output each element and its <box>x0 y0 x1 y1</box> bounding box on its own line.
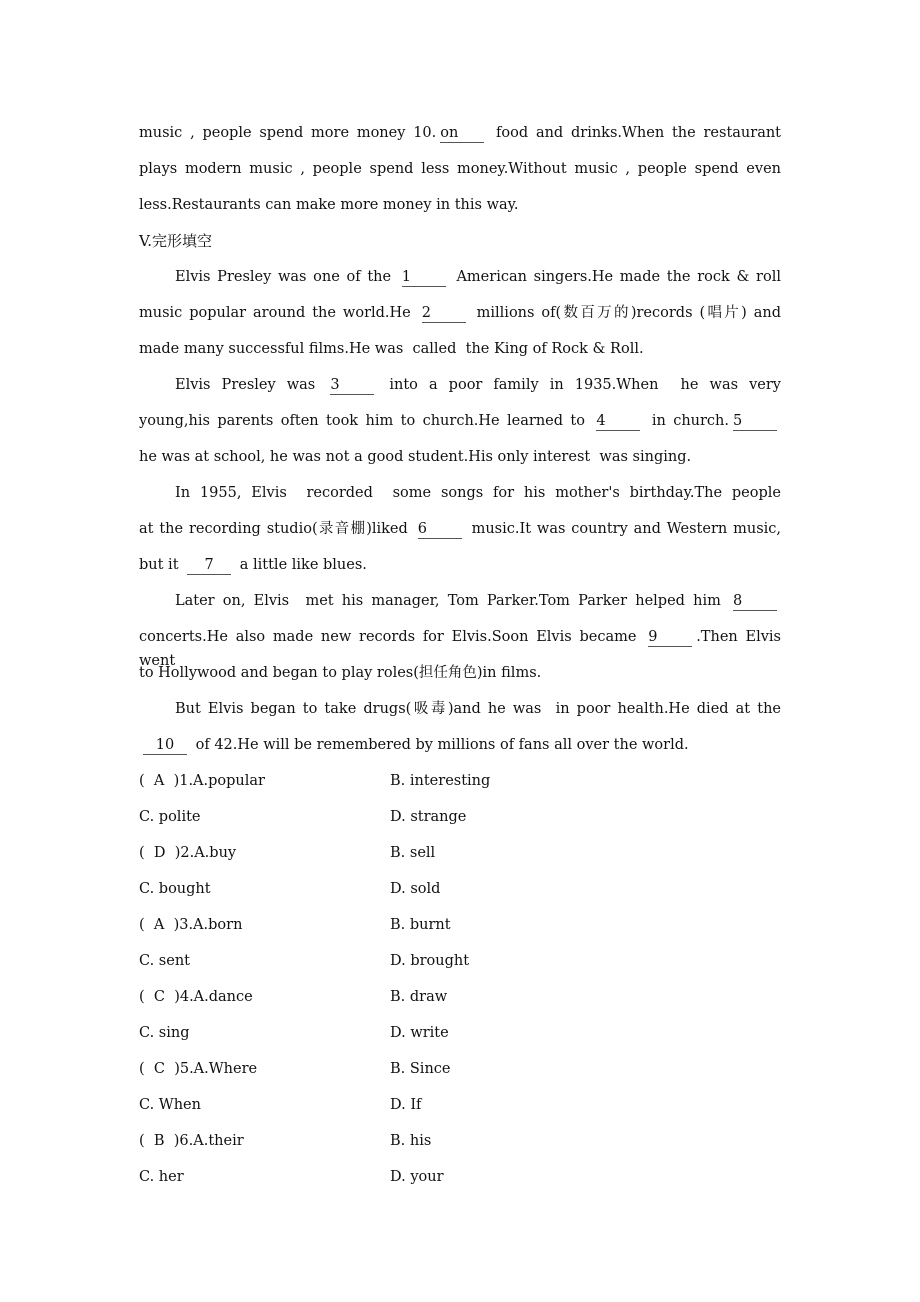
passage-line <box>139 517 781 541</box>
option-right: B. draw <box>390 989 448 1005</box>
passage-text: plays modern music , people spend less money.Without music , people spend even <box>139 161 781 177</box>
answer-blank: 2 <box>422 304 466 323</box>
option-right: B. interesting <box>390 773 491 789</box>
option-left: C. her <box>139 1169 184 1185</box>
option-right: B. Since <box>390 1061 451 1077</box>
option-right: B. burnt <box>390 917 451 933</box>
passage-line <box>139 373 781 397</box>
passage-text: Elvis Presley was <box>175 377 327 393</box>
option-left: C. When <box>139 1097 201 1113</box>
passage-text: music popular around the world.He <box>139 305 418 321</box>
passage-text: at the recording studio(录音棚)liked <box>139 521 414 537</box>
answer-blank: 4 <box>596 412 640 431</box>
option-left: ( C )5.A.Where <box>139 1061 258 1077</box>
answer-blank: 5 <box>733 412 777 431</box>
answer-blank: 1 <box>402 268 446 287</box>
passage-text: concerts.He also made new records for Elvis.Soon Elvis became <box>139 629 645 645</box>
passage-text: American singers.He made the rock & roll <box>449 269 781 285</box>
option-left: ( C )4.A.dance <box>139 989 253 1005</box>
option-left: C. sing <box>139 1025 190 1041</box>
passage-text: young,his parents often took him to church.He learned to <box>139 413 593 429</box>
passage-line <box>139 409 781 433</box>
passage-line <box>139 337 781 361</box>
passage-line <box>139 481 781 505</box>
passage-text: V.完形填空 <box>139 232 212 250</box>
passage-line <box>139 661 781 685</box>
passage-line <box>139 121 781 145</box>
option-left: C. bought <box>139 881 211 897</box>
passage-text: music.It was country and Western music, <box>465 521 781 537</box>
passage-line <box>139 625 786 669</box>
passage-text: But Elvis began to take drugs(吸毒)and he was in poor health.He died at the <box>175 701 781 717</box>
answer-blank: 9 <box>648 628 692 647</box>
option-right: B. his <box>390 1133 432 1149</box>
passage-line <box>139 157 781 181</box>
option-left: ( D )2.A.buy <box>139 845 237 861</box>
passage-text: Elvis Presley was one of the <box>175 269 398 285</box>
passage-text: millions of(数百万的)records (唱片) and <box>469 305 781 321</box>
passage-line <box>139 445 781 469</box>
answer-blank: 7 <box>187 556 231 575</box>
option-left: ( B )6.A.their <box>139 1133 244 1149</box>
passage-text: to Hollywood and began to play roles(担任角色)in films. <box>139 665 542 681</box>
option-right: D. brought <box>390 953 470 969</box>
option-left: ( A )1.A.popular <box>139 773 265 789</box>
answer-blank: 3 <box>330 376 374 395</box>
option-right: D. your <box>390 1169 444 1185</box>
option-right: D. sold <box>390 881 441 897</box>
section-heading <box>139 229 781 253</box>
option-right: D. If <box>390 1097 422 1113</box>
passage-text: he was at school, he was not a good student.His only interest was singing. <box>139 449 692 465</box>
passage-text: .Then Elvis went <box>139 629 786 669</box>
option-left: C. sent <box>139 953 190 969</box>
passage-text: into a poor family in 1935.When he was very <box>378 377 781 393</box>
passage-text: in church. <box>644 413 729 429</box>
answer-blank: on <box>440 124 484 143</box>
passage-text: of 42.He will be remembered by millions of fans all over the world. <box>191 737 689 753</box>
passage-text: made many successful films.He was called the King of Rock & Roll. <box>139 341 644 357</box>
passage-text: a little like blues. <box>235 557 367 573</box>
answer-blank: 10 <box>143 736 187 755</box>
passage-text: food and drinks.When the restaurant <box>488 125 781 141</box>
passage-line <box>139 553 781 577</box>
passage-line <box>139 193 781 217</box>
option-left: C. polite <box>139 809 201 825</box>
passage-line <box>139 589 781 613</box>
passage-line <box>139 733 781 757</box>
option-right: D. strange <box>390 809 467 825</box>
passage-line <box>139 301 781 325</box>
passage-text: less.Restaurants can make more money in this way. <box>139 197 519 213</box>
passage-text: In 1955, Elvis recorded some songs for his mother's birthday.The people <box>175 485 781 501</box>
passage-text: music , people spend more money 10. <box>139 125 437 141</box>
option-left: ( A )3.A.born <box>139 917 243 933</box>
answer-blank: 6 <box>418 520 462 539</box>
passage-text: Later on, Elvis met his manager, Tom Parker.Tom Parker helped him <box>175 593 729 609</box>
option-right: B. sell <box>390 845 436 861</box>
answer-blank: 8 <box>733 592 777 611</box>
option-right: D. write <box>390 1025 449 1041</box>
passage-line <box>139 265 781 289</box>
passage-text: but it <box>139 557 184 573</box>
passage-line <box>139 697 781 721</box>
